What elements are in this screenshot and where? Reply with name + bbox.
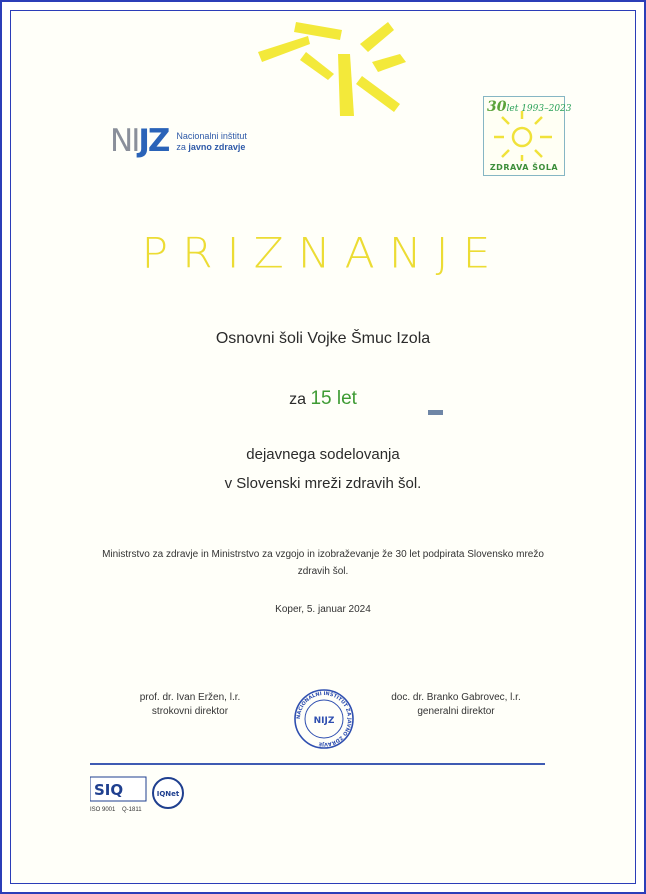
nijz-logo <box>110 123 247 159</box>
svg-text:ISO 9001: ISO 9001 <box>90 807 116 813</box>
svg-text:SIQ: SIQ <box>94 781 124 799</box>
zdrava-sola-years: 30let 1993–2023 <box>487 99 572 115</box>
years-value: 15 let <box>310 388 357 409</box>
signatory-left-name: prof. dr. Ivan Eržen, l.r. <box>139 692 241 703</box>
official-stamp <box>293 688 355 750</box>
scan-mark <box>428 410 443 415</box>
description-line-2: v Slovenski mreži zdravih šol. <box>224 475 422 492</box>
years-line: za 15 let <box>289 388 357 409</box>
description-line-1: dejavnega sodelovanja <box>246 446 400 463</box>
certificate-title: PRIZNANJE <box>141 229 505 278</box>
signature-left <box>110 691 270 719</box>
signatory-left-role: strokovni direktor <box>151 706 229 717</box>
nijz-logo-mark: NIJZ <box>110 123 169 159</box>
signatory-right-role: generalni direktor <box>417 706 495 717</box>
svg-text:NACIONALNI INŠTITUT ZA JAVNO Z: NACIONALNI INŠTITUT ZA JAVNO ZDRAVJE <box>295 690 353 748</box>
place-date: Koper, 5. januar 2024 <box>275 604 371 615</box>
zdrava-sola-logo: 30let 1993–2023 ZDRAVA ŠOLA <box>483 96 565 176</box>
svg-text:Q-1811: Q-1811 <box>122 807 142 813</box>
signature-right <box>372 691 540 719</box>
svg-text:NIJZ: NIJZ <box>313 716 335 726</box>
svg-text:IQNet: IQNet <box>156 790 180 798</box>
nijz-logo-text: Nacionalni inštitut za javno zdravje <box>176 130 247 152</box>
recipient-name: Osnovni šoli Vojke Šmuc Izola <box>215 330 431 347</box>
signatory-right-name: doc. dr. Branko Gabrovec, l.r. <box>391 692 521 703</box>
certification-logos <box>90 775 190 815</box>
ministry-statement: Ministrstvo za zdravje in Ministrstvo za vzgojo in izobraževanje že 30 let podpirata Slovensko mrežo zdravih šol. <box>102 549 544 577</box>
sun-rays-illustration <box>250 14 430 129</box>
footer-divider <box>90 763 545 765</box>
